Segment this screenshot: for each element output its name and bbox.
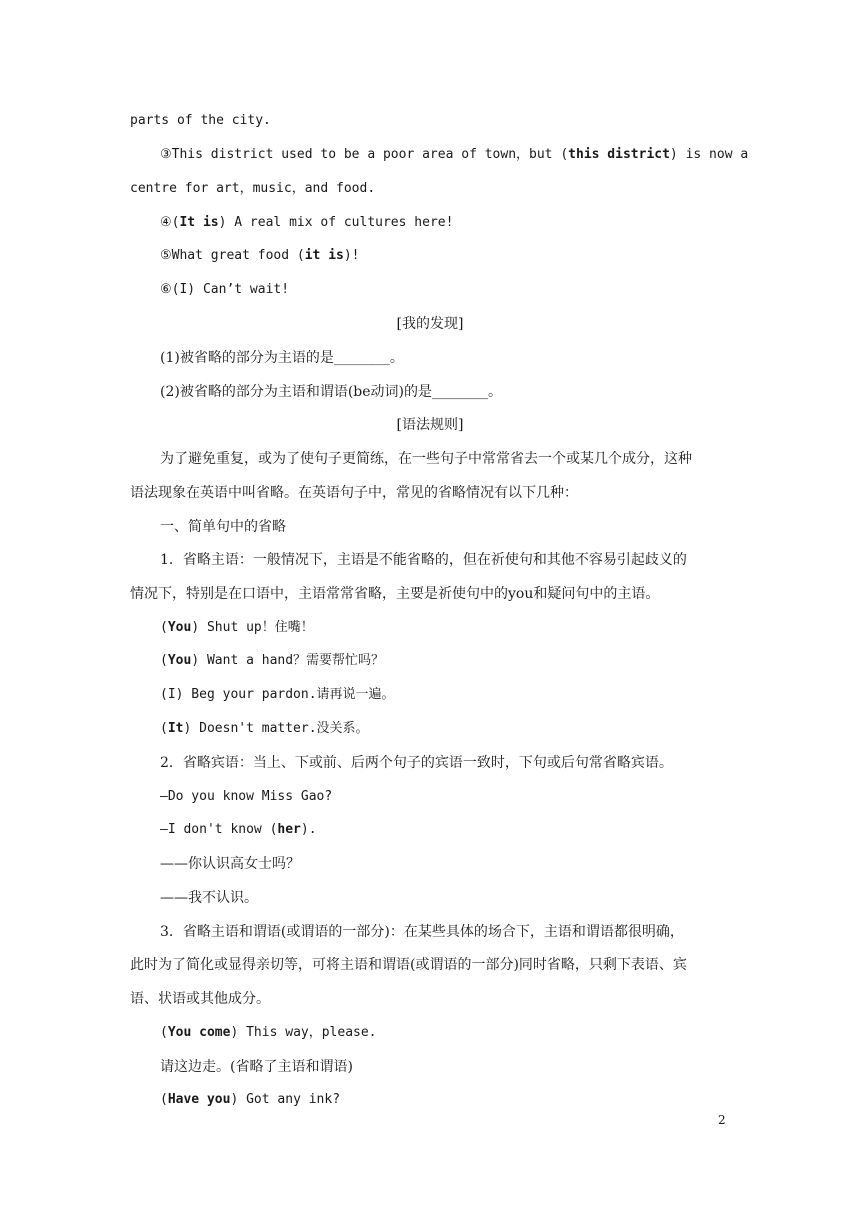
- text-line: —Do you know Miss Gao?: [160, 789, 333, 804]
- text-line: (I) Beg your pardon.请再说一遍。: [160, 687, 395, 702]
- section-heading-grammar-rules: [语法规则]: [396, 417, 464, 433]
- text-line: (1)被省略的部分为主语的是________。: [160, 350, 404, 366]
- text-line: 语、状语或其他成分。: [130, 991, 270, 1007]
- text-line: (You) Want a hand？需要帮忙吗？: [160, 653, 385, 668]
- text-line: parts of the city.: [130, 113, 271, 128]
- text-line: ——我不认识。: [160, 890, 258, 906]
- text-line: ④(It is) A real mix of cultures here!: [160, 215, 454, 230]
- page-number: 2: [718, 1113, 726, 1127]
- text-line: 3．省略主语和谓语(或谓语的一部分)：在某些具体的场合下，主语和谓语都很明确，: [160, 924, 684, 940]
- section-heading-discovery: [我的发现]: [396, 316, 464, 332]
- text-line: 情况下，特别是在口语中，主语常常省略，主要是祈使句中的you和疑问句中的主语。: [130, 586, 660, 602]
- text-line: —I don't know (her).: [160, 822, 317, 837]
- text-line: ——你认识高女士吗？: [160, 856, 300, 872]
- text-line: 一、简单句中的省略: [160, 519, 286, 535]
- text-line: (It) Doesn't matter.没关系。: [160, 721, 369, 736]
- text-line: centre for art，music，and food.: [130, 181, 376, 196]
- text-line: 请这边走。(省略了主语和谓语): [160, 1059, 353, 1075]
- text-line: 语法现象在英语中叫省略。在英语句子中，常见的省略情况有以下几种：: [130, 485, 578, 501]
- text-line: ⑥(I) Can’t wait!: [160, 282, 290, 297]
- text-line: 为了避免重复，或为了使句子更简练，在一些句子中常常省去一个或某几个成分，这种: [160, 451, 692, 467]
- text-line: (You) Shut up！住嘴！: [160, 620, 314, 635]
- text-line: (You come) This way，please.: [160, 1025, 377, 1040]
- text-line: (Have you) Got any ink?: [160, 1092, 341, 1107]
- text-line: ⑤What great food (it is)!: [160, 248, 360, 263]
- text-line: 2．省略宾语：当上、下或前、后两个句子的宾语一致时，下句或后句常省略宾语。: [160, 755, 673, 771]
- text-line: ③This district used to be a poor area of town，but (this district) is now a: [160, 147, 749, 162]
- text-line: (2)被省略的部分为主语和谓语(be动词)的是________。: [160, 384, 503, 400]
- text-line: 此时为了简化或显得亲切等，可将主语和谓语(或谓语的一部分)同时省略，只剩下表语、宾: [130, 957, 687, 973]
- text-line: 1．省略主语：一般情况下，主语是不能省略的，但在祈使句和其他不容易引起歧义的: [160, 552, 687, 568]
